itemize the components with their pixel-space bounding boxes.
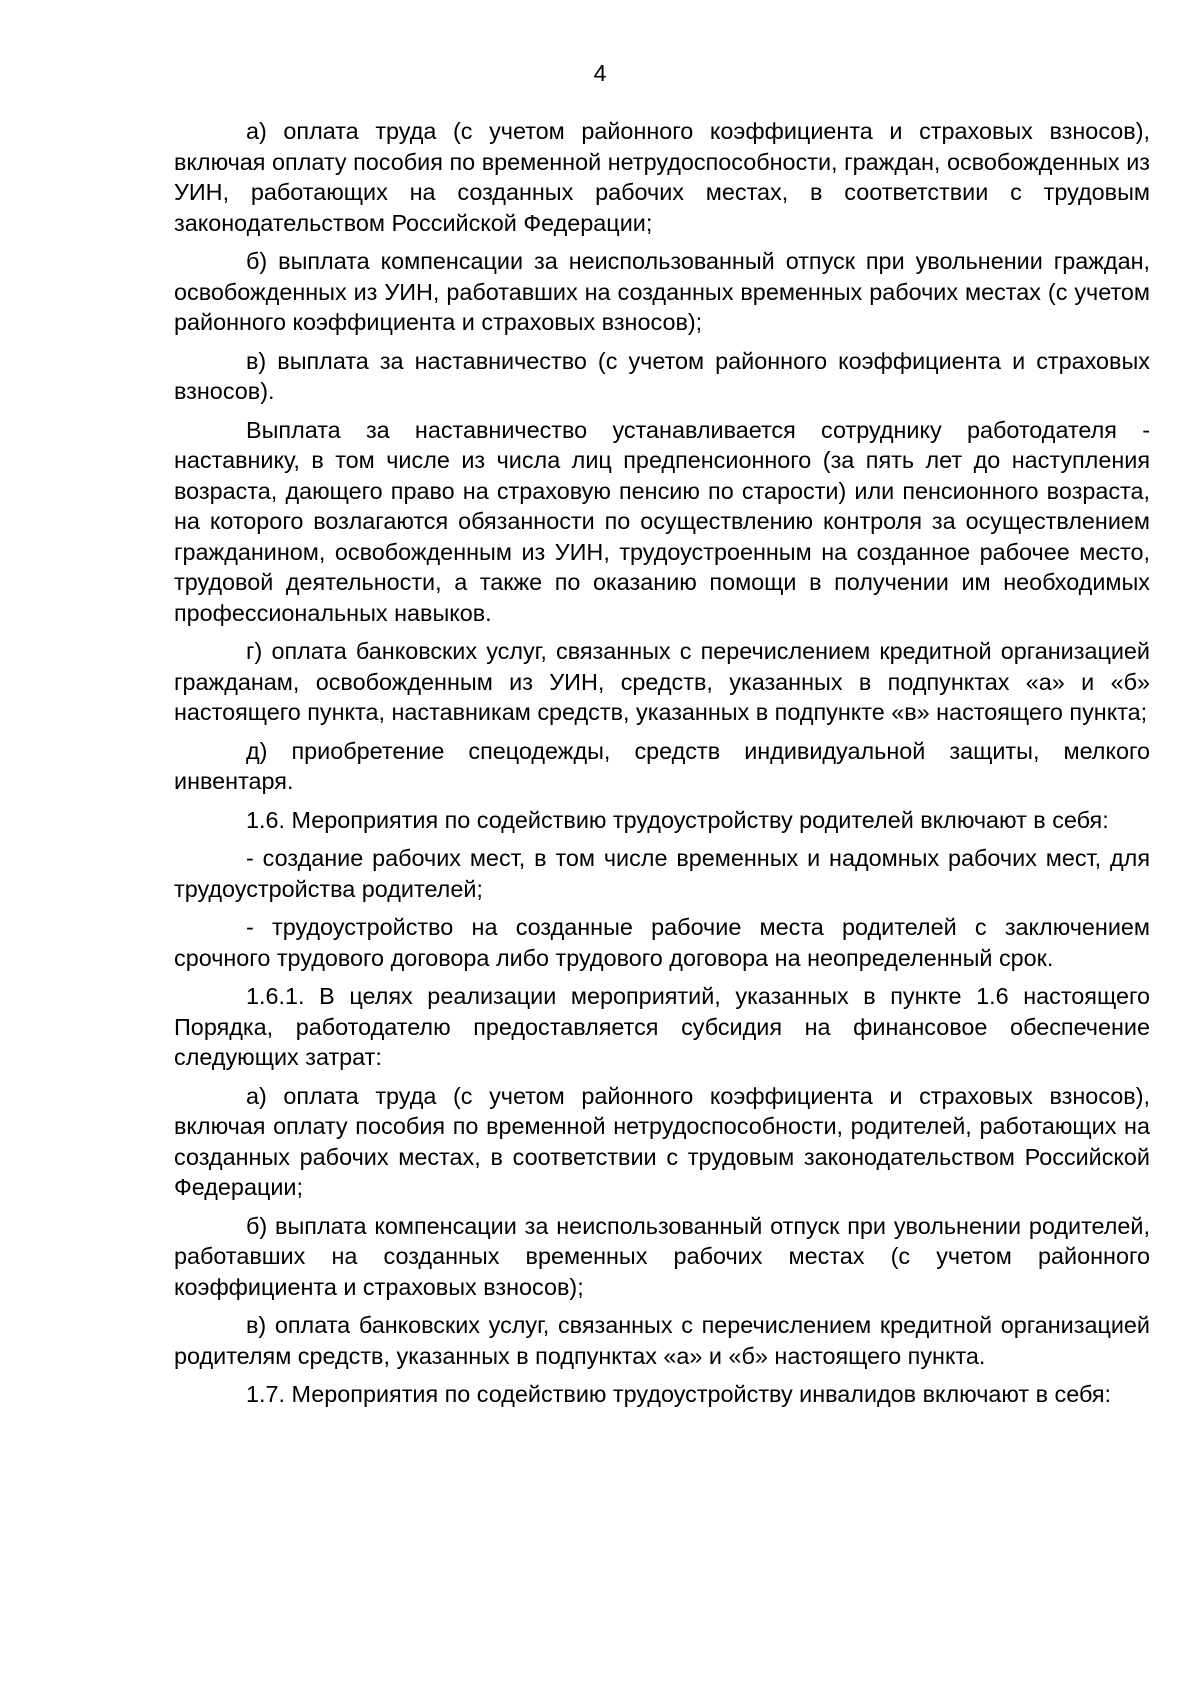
document-body xyxy=(174,116,1150,1418)
paragraph-section-1-7: 1.7. Мероприятия по содействию трудоустройству инвалидов включают в себя: xyxy=(246,1381,1112,1407)
paragraph-create-workplaces: - создание рабочих мест, в том числе временных и надомных рабочих мест, для трудоустройства родителей; xyxy=(174,845,1150,902)
paragraph-section-1-6: 1.6. Мероприятия по содействию трудоустройству родителей включают в себя: xyxy=(246,806,1109,833)
paragraph-item-d-workwear: д) приобретение спецодежды, средств индивидуальной защиты, мелкого инвентаря. xyxy=(174,737,1150,794)
paragraph-item-g-banking-services: г) оплата банковских услуг, связанных с перечислением кредитной организацией гражданам, освобожденным из УИН, средств, указанных в подпунктах «а» и «б» настоящего пункта, наставникам средств, указанных в подпункте «в» настоящего пункта; xyxy=(174,638,1150,725)
paragraph-item-a-wages-parents: а) оплата труда (с учетом районного коэффициента и страховых взносов), включая оплату пособия по временной нетрудоспособности, родителей, работающих на созданных рабочих местах, в соответствии с трудовым законодательством Российской Федерации; xyxy=(174,1082,1150,1200)
paragraph-item-v-mentorship-payment: в) выплата за наставничество (с учетом районного коэффициента и страховых взносов). xyxy=(174,347,1150,404)
paragraph-section-1-6-1: 1.6.1. В целях реализации мероприятий, указанных в пункте 1.6 настоящего Порядка, работодателю предоставляется субсидия на финансовое обеспечение следующих затрат: xyxy=(174,983,1150,1070)
paragraph-item-a-wages-released: а) оплата труда (с учетом районного коэффициента и страховых взносов), включая оплату пособия по временной нетрудоспособности, граждан, освобожденных из УИН, работающих на созданных рабочих местах, в соответствии с трудовым законодательством Российской Федерации; xyxy=(174,118,1150,236)
paragraph-item-v-banking-services-parents: в) оплата банковских услуг, связанных с перечислением кредитной организацией родителям средств, указанных в подпунктах «а» и «б» настоящего пункта. xyxy=(174,1312,1150,1369)
paragraph-item-b-vacation-compensation-released: б) выплата компенсации за неиспользованный отпуск при увольнении граждан, освобожденных из УИН, работавших на созданных временных рабочих местах (с учетом районного коэффициента и страховых взносов); xyxy=(174,248,1150,335)
paragraph-item-b-vacation-compensation-parents: б) выплата компенсации за неиспользованный отпуск при увольнении родителей, работавших на созданных временных рабочих местах (с учетом районного коэффициента и страховых взносов); xyxy=(174,1212,1150,1300)
paragraph-mentorship-description: Выплата за наставничество устанавливается сотруднику работодателя - наставнику, в том числе из числа лиц предпенсионного (за пять лет до наступления возраста, дающего право на страховую пенсию по старости) или пенсионного возраста, на которого возлагаются обязанности по осуществлению контроля за осуществлением гражданином, освобожденным из УИН, трудоустроенным на созданное рабочее место, трудовой деятельности, а также по оказанию помощи в получении им необходимых профессиональных навыков. xyxy=(174,416,1150,626)
paragraph-employment-parents: - трудоустройство на созданные рабочие места родителей с заключением срочного трудового договора либо трудового договора на неопределенный срок. xyxy=(174,914,1150,971)
page-number: 4 xyxy=(593,60,607,86)
